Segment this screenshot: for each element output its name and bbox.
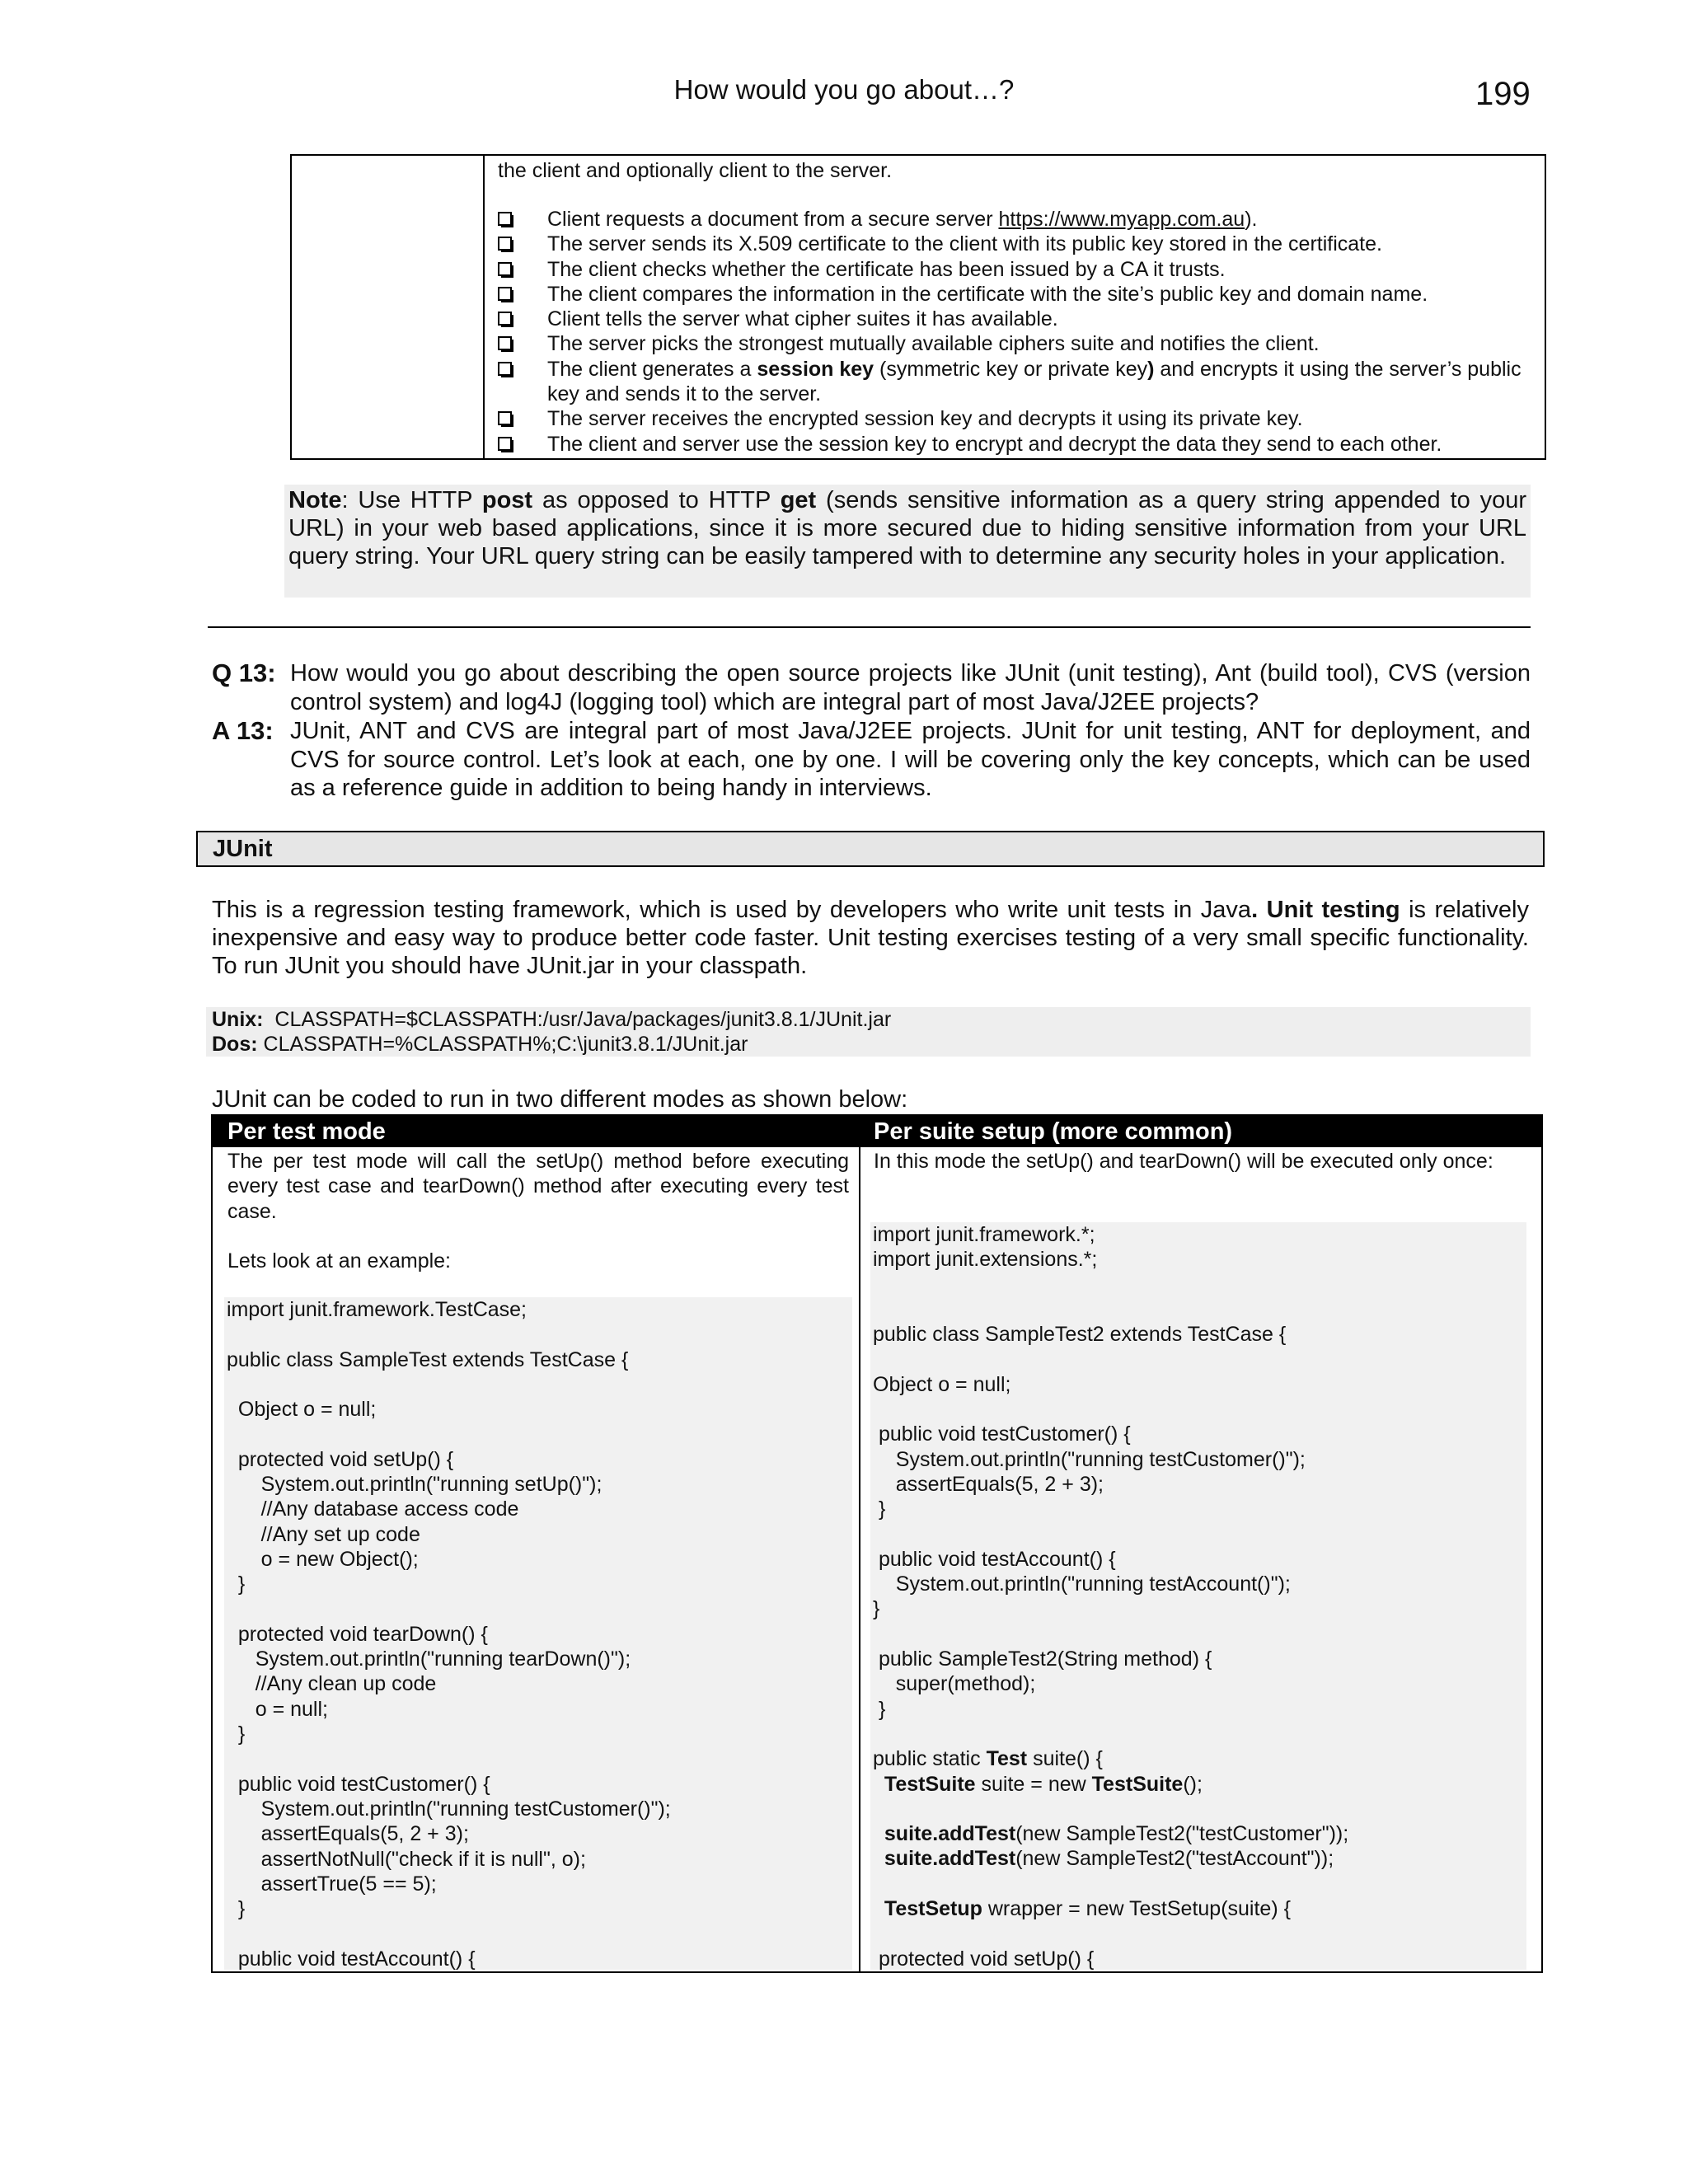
classpath-box bbox=[206, 1007, 1531, 1057]
text-run: Client requests a document from a secure server bbox=[547, 208, 999, 231]
code-line: TestSuite suite = new TestSuite(); bbox=[884, 1772, 1203, 1796]
per-suite-code-block bbox=[870, 1222, 1526, 1970]
code-line: } bbox=[873, 1697, 886, 1721]
code-line bbox=[870, 1921, 1526, 1946]
ssl-handshake-table bbox=[290, 154, 1546, 460]
per-suite-description: In this mode the setUp() and tearDown() will be executed only once: bbox=[874, 1150, 1493, 1173]
classpath-unix-line bbox=[206, 1007, 1531, 1032]
ssl-step-item bbox=[498, 307, 1528, 331]
ssl-step-item bbox=[498, 432, 1528, 457]
code-line: assertEquals(5, 2 + 3); bbox=[227, 1822, 469, 1846]
code-line: System.out.println("running testAccount()"); bbox=[873, 1572, 1291, 1596]
note-text bbox=[288, 486, 1526, 570]
code-line: } bbox=[227, 1722, 246, 1746]
code-line: public void testAccount() { bbox=[227, 1947, 476, 1970]
text-run: The client generates a bbox=[547, 357, 757, 381]
text-run: (symmetric key or private key bbox=[874, 357, 1148, 381]
answer-label: A 13: bbox=[212, 716, 274, 745]
table-header-row bbox=[213, 1116, 1541, 1147]
checkbox-bullet-icon bbox=[498, 237, 512, 251]
code-line bbox=[870, 1722, 1526, 1746]
code-line bbox=[870, 1622, 1526, 1647]
code-line bbox=[870, 1797, 1526, 1821]
code-line bbox=[224, 1921, 852, 1946]
code-line bbox=[870, 1872, 1526, 1896]
classpath-unix-value: CLASSPATH=$CLASSPATH:/usr/Java/packages/junit3.8.1/JUnit.jar bbox=[263, 1008, 892, 1031]
code-line: import junit.extensions.*; bbox=[873, 1248, 1098, 1272]
checkbox-bullet-icon bbox=[498, 336, 512, 350]
classpath-dos-line bbox=[206, 1032, 1531, 1057]
text-run: The client and server use the session key to encrypt and decrypt the data they send to each other. bbox=[547, 432, 1442, 456]
junit-modes-table bbox=[211, 1114, 1543, 1973]
per-test-code-block bbox=[224, 1297, 852, 1970]
question-text: How would you go about describing the open source projects like JUnit (unit testing), Ant (build tool), CVS (version control system) and log4J (logging tool) which are integral part of most Java/J2EE projects? bbox=[290, 660, 1531, 715]
code-line: public void testCustomer() { bbox=[873, 1422, 1131, 1446]
code-line bbox=[224, 1322, 852, 1347]
classpath-dos-label: Dos: bbox=[212, 1033, 258, 1056]
code-line: assertEquals(5, 2 + 3); bbox=[873, 1472, 1104, 1496]
code-line: System.out.println("running setUp()"); bbox=[227, 1473, 603, 1497]
text-run: is relatively inexpensive and easy way to produce better code faster. Unit testing exercises testing of a very small specific functionality. To run JUnit you should have JUnit.jar in your classpath. bbox=[212, 897, 1529, 979]
code-line bbox=[224, 1597, 852, 1622]
code-line: protected void setUp() { bbox=[227, 1447, 454, 1471]
checkbox-bullet-icon bbox=[498, 262, 512, 276]
code-line bbox=[870, 1397, 1526, 1422]
per-test-example-label: Lets look at an example: bbox=[227, 1249, 451, 1272]
bold-text: get bbox=[780, 487, 817, 513]
code-line: } bbox=[227, 1572, 246, 1596]
ssl-step-item bbox=[498, 357, 1528, 407]
section-heading-bar bbox=[196, 831, 1545, 867]
code-line: } bbox=[873, 1597, 880, 1621]
header-per-test-mode: Per test mode bbox=[227, 1118, 386, 1145]
code-line bbox=[870, 1272, 1526, 1297]
section-divider-line bbox=[208, 626, 1531, 628]
text-run: This is a regression testing framework, which is used by developers who write unit tests in Java bbox=[212, 897, 1252, 923]
ssl-step-item bbox=[498, 232, 1528, 256]
code-line: suite.addTest(new SampleTest2("testAccount")); bbox=[884, 1847, 1334, 1871]
section-heading-junit: JUnit bbox=[213, 836, 273, 862]
code-line bbox=[224, 1422, 852, 1446]
code-line bbox=[870, 1522, 1526, 1547]
table-column-divider bbox=[859, 1116, 860, 1971]
text-run: and encrypts it using the server’s public key and sends it to the server. bbox=[547, 357, 1522, 406]
text-run: The server picks the strongest mutually available ciphers suite and notifies the client. bbox=[547, 332, 1320, 356]
code-line: super(method); bbox=[873, 1672, 1036, 1696]
ssl-step-item bbox=[498, 257, 1528, 282]
page-number: 199 bbox=[1475, 76, 1531, 112]
table-column-divider bbox=[483, 156, 485, 458]
code-line: import junit.framework.*; bbox=[873, 1223, 1095, 1246]
code-line: public void testCustomer() { bbox=[227, 1772, 490, 1796]
code-line bbox=[870, 1297, 1526, 1322]
bold-text: ) bbox=[1147, 357, 1155, 381]
junit-intro-paragraph bbox=[212, 896, 1529, 980]
text-run: The server receives the encrypted session key and decrypts it using its private key. bbox=[547, 407, 1303, 431]
code-line: import junit.framework.TestCase; bbox=[227, 1298, 528, 1321]
text-run: ). bbox=[1245, 208, 1258, 231]
code-line: o = null; bbox=[227, 1697, 328, 1721]
text-run: (sends sensitive information as a query string appended to your URL) in your web based applications, since it is more secured due to hiding sensitive information from your URL query string. Your URL query string can be easily tampered with to determine any security holes in your application. bbox=[288, 487, 1526, 569]
classpath-dos-value: CLASSPATH=%CLASSPATH%;C:\junit3.8.1/JUnit.jar bbox=[257, 1033, 748, 1056]
text-run: The client compares the information in the certificate with the site’s public key and domain name. bbox=[547, 282, 1428, 306]
answer-text: JUnit, ANT and CVS are integral part of most Java/J2EE projects. JUnit for unit testing, ANT for deployment, and CVS for source control. Let’s look at each, one by one. I will be covering only the key concepts, which can be used as a reference guide in addition to being handy in interviews. bbox=[290, 718, 1531, 801]
header-per-suite-setup: Per suite setup (more common) bbox=[874, 1118, 1233, 1145]
checkbox-bullet-icon bbox=[498, 362, 512, 376]
note-box bbox=[284, 485, 1531, 598]
bold-text: . Unit testing bbox=[1251, 897, 1400, 923]
per-test-description: The per test mode will call the setUp() method before executing every test case and tearDown() method after executing every test case. bbox=[227, 1150, 849, 1223]
question-label: Q 13: bbox=[212, 658, 276, 687]
ssl-step-item bbox=[498, 331, 1528, 356]
code-line: protected void tearDown() { bbox=[227, 1622, 488, 1646]
modes-intro-text: JUnit can be coded to run in two different modes as shown below: bbox=[212, 1086, 908, 1113]
code-line: } bbox=[227, 1897, 246, 1921]
code-line: o = new Object(); bbox=[227, 1547, 419, 1571]
ssl-handshake-steps bbox=[498, 207, 1528, 457]
code-line: protected void setUp() { bbox=[873, 1947, 1095, 1970]
code-line: TestSetup wrapper = new TestSetup(suite) { bbox=[884, 1897, 1291, 1921]
checkbox-bullet-icon bbox=[498, 287, 512, 301]
checkbox-bullet-icon bbox=[498, 437, 512, 451]
bold-text: session key bbox=[757, 357, 874, 381]
code-line bbox=[870, 1347, 1526, 1371]
code-line: assertNotNull("check if it is null", o); bbox=[227, 1847, 586, 1871]
code-line: public static Test suite() { bbox=[873, 1747, 1103, 1771]
checkbox-bullet-icon bbox=[498, 212, 512, 226]
code-line: suite.addTest(new SampleTest2("testCustomer")); bbox=[884, 1822, 1349, 1846]
code-line bbox=[224, 1372, 852, 1397]
code-line bbox=[224, 1746, 852, 1771]
code-line: } bbox=[873, 1497, 886, 1521]
bold-text: post bbox=[481, 487, 533, 513]
code-line: //Any clean up code bbox=[227, 1672, 437, 1696]
code-line: System.out.println("running tearDown()"); bbox=[227, 1647, 631, 1671]
text-run: The client checks whether the certificate has been issued by a CA it trusts. bbox=[547, 257, 1226, 281]
ssl-table-lead-text: the client and optionally client to the server. bbox=[498, 159, 893, 182]
code-line: Object o = null; bbox=[873, 1372, 1011, 1396]
page-header-title: How would you go about…? bbox=[673, 74, 1015, 105]
inline-link[interactable]: https://www.myapp.com.au bbox=[998, 208, 1245, 231]
text-run: The server sends its X.509 certificate to the client with its public key stored in the certificate. bbox=[547, 232, 1382, 256]
code-line: public class SampleTest extends TestCase { bbox=[227, 1347, 629, 1371]
code-line: //Any set up code bbox=[227, 1522, 420, 1546]
code-line: assertTrue(5 == 5); bbox=[227, 1872, 437, 1896]
ssl-step-item bbox=[498, 282, 1528, 307]
code-line: public void testAccount() { bbox=[873, 1547, 1116, 1571]
checkbox-bullet-icon bbox=[498, 411, 512, 425]
classpath-unix-label: Unix: bbox=[212, 1008, 264, 1031]
text-run: : Use HTTP bbox=[341, 487, 482, 513]
code-line: //Any database access code bbox=[227, 1497, 519, 1521]
code-line: public SampleTest2(String method) { bbox=[873, 1647, 1212, 1671]
code-line: Object o = null; bbox=[227, 1398, 377, 1422]
ssl-step-item bbox=[498, 406, 1528, 431]
text-run: Client tells the server what cipher suites it has available. bbox=[547, 307, 1058, 331]
ssl-step-item bbox=[498, 207, 1528, 232]
code-line: System.out.println("running testCustomer()"); bbox=[227, 1797, 671, 1821]
text-run: as opposed to HTTP bbox=[532, 487, 781, 513]
code-line: public class SampleTest2 extends TestCase { bbox=[873, 1323, 1287, 1347]
bold-text: Note bbox=[288, 487, 342, 513]
code-line: System.out.println("running testCustomer()"); bbox=[873, 1447, 1306, 1471]
checkbox-bullet-icon bbox=[498, 312, 512, 326]
